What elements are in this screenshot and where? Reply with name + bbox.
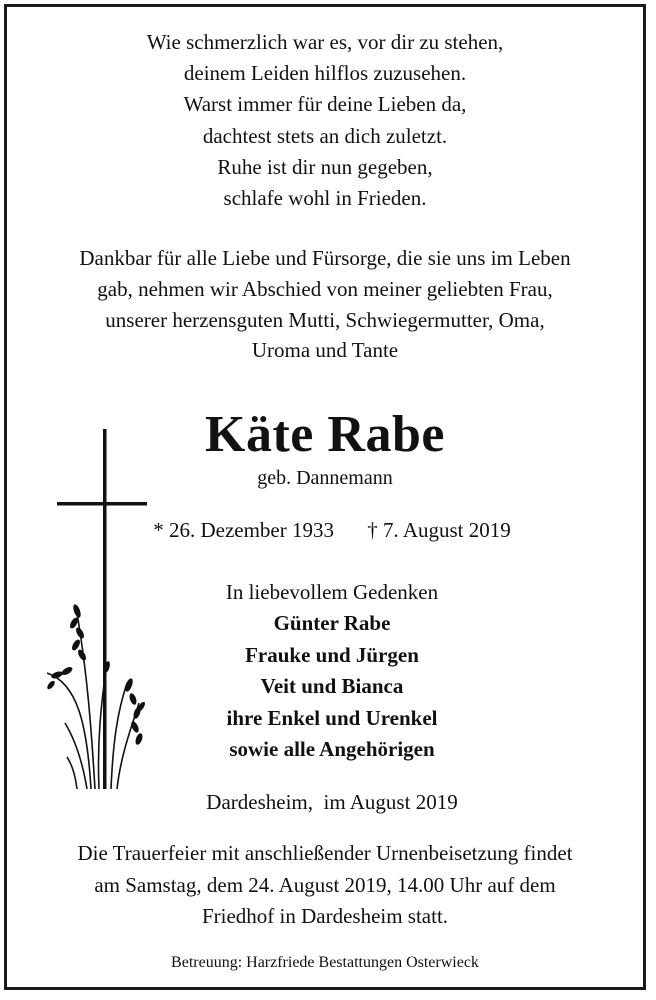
ceremony-line: Die Trauerfeier mit anschließender Urnenbeisetzung findet <box>77 841 573 865</box>
ceremony-line: am Samstag, dem 24. August 2019, 14.00 Uhr auf dem <box>94 872 556 897</box>
intro-text <box>7 243 643 366</box>
poem <box>7 27 643 214</box>
ceremony-line: Friedhof in Dardesheim statt. <box>201 904 449 928</box>
mourner: Günter Rabe <box>273 611 391 635</box>
intro-line: Dankbar für alle Liebe und Fürsorge, die sie uns im Leben <box>79 246 571 270</box>
intro-line: unserer herzensguten Mutti, Schwiegermutter, Oma, <box>105 307 545 332</box>
poem-line: Warst immer für deine Lieben da, <box>183 92 467 117</box>
birth-name: geb. Dannemann <box>257 467 393 489</box>
mourning-heading: In liebevollem Gedenken <box>225 580 439 604</box>
poem-line: schlafe wohl in Frieden. <box>223 186 427 211</box>
mourner: Veit und Bianca <box>260 674 404 698</box>
life-dates <box>117 515 547 545</box>
mourner: Frauke und Jürgen <box>245 642 419 667</box>
poem-line: Ruhe ist dir nun gegeben, <box>217 154 433 179</box>
deceased-name: Käte Rabe <box>205 406 445 463</box>
mourner: ihre Enkel und Urenkel <box>226 705 438 730</box>
poem-line: dachtest stets an dich zuletzt. <box>202 123 448 148</box>
obituary-notice <box>4 4 646 990</box>
death-date: † 7. August 2019 <box>367 518 511 542</box>
mourner: sowie alle Angehörigen <box>229 737 435 761</box>
intro-line: Uroma und Tante <box>251 338 399 363</box>
poem-line: deinem Leiden hilflos zuzusehen. <box>183 61 467 86</box>
funeral-service: Betreuung: Harzfriede Bestattungen Osterwieck <box>171 954 479 971</box>
poem-line: Wie schmerzlich war es, vor dir zu stehen, <box>146 30 504 54</box>
place-date: Dardesheim, im August 2019 <box>206 790 458 814</box>
birth-date: * 26. Dezember 1933 <box>153 518 334 542</box>
mourners-list <box>117 608 547 766</box>
intro-line: gab, nehmen wir Abschied von meiner geliebten Frau, <box>97 276 553 301</box>
ceremony-info <box>7 838 643 933</box>
